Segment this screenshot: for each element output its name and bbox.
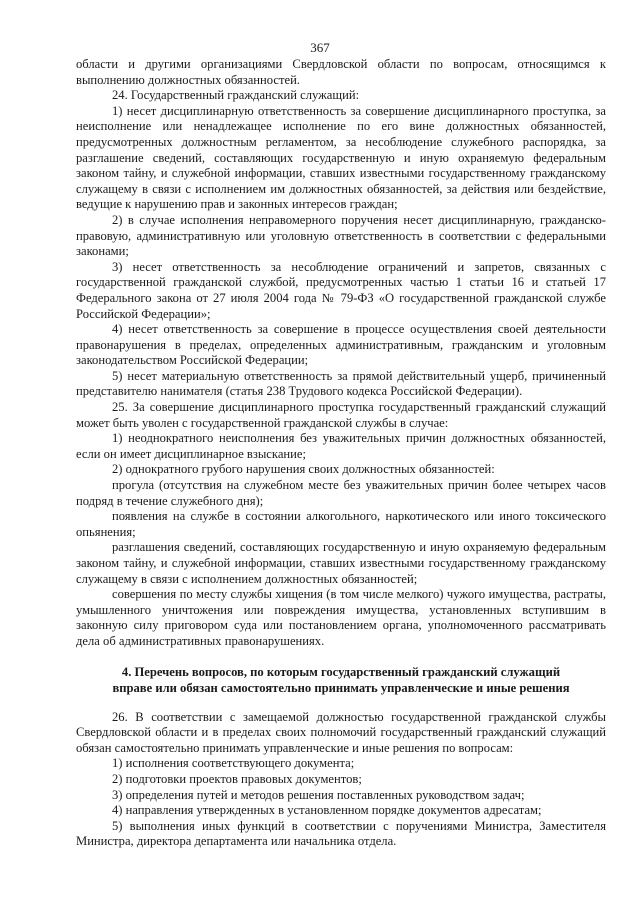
item-25-2-disclosure: разглашения сведений, составляющих государственную и иную охраняемую федеральным законом тайну, и служебной информации, ставших известными государственному гражданскому служащему в связи с исполнением должностных обязанностей; (76, 540, 606, 586)
item-24-3: 3) несет ответственность за несоблюдение ограничений и запретов, связанных с государственной гражданской службой, предусмотренных частью 1 статьи 16 и статьей 17 Федерального закона от 27 июля 2004 года № 79-ФЗ «О государственной гражданской службе Российской Федерации»; (76, 259, 606, 321)
item-24-1: 1) несет дисциплинарную ответственность за совершение дисциплинарного проступка, за неисполнение или ненадлежащее исполнение по его вине должностных обязанностей, предусмотренных должностным регламентом, за несоблюдение служебного распорядка, за разглашение сведений, составляющих государственную и иную охраняемую федеральным законом тайну, и служебной информации, ставших известными государственному гражданскому служащему в связи с исполнением им должностных обязанностей, за действия или бездействие, ведущие к нарушению прав и законных интересов граждан; (76, 103, 606, 212)
item-26-5: 5) выполнения иных функций в соответствии с поручениями Министра, Заместителя Министра, директора департамента или начальника отдела. (76, 818, 606, 849)
paragraph-intro: области и другими организациями Свердловской области по вопросам, относящимся к выполнению должностных обязанностей. (76, 57, 606, 87)
item-26-3: 3) определения путей и методов решения поставленных руководством задач; (112, 787, 525, 802)
item-24-title: 24. Государственный гражданский служащий: (112, 88, 360, 103)
item-25-1: 1) неоднократного неисполнения без уважительных причин должностных обязанностей, если он имеет дисциплинарное взыскание; (76, 431, 606, 461)
item-25-2: 2) однократного грубого нарушения своих должностных обязанностей: (112, 462, 495, 477)
item-25-title: 25. За совершение дисциплинарного проступка государственный гражданский служащий может быть уволен с государственной гражданской службы в случае: (76, 400, 606, 430)
section-4-heading-line-2: вправе или обязан самостоятельно принимать управленческие и иные решения (112, 680, 570, 695)
item-24-4: 4) несет ответственность за совершение в процессе осуществления своей деятельности правонарушения в пределах, определенных административным, гражданским и уголовным законодательством Российской Федерации; (76, 322, 606, 368)
section-4-heading-line-1: 4. Перечень вопросов, по которым государственный гражданский служащий (121, 664, 561, 679)
item-26-4: 4) направления утвержденных в установленном порядке документов адресатам; (112, 803, 542, 818)
item-25-2-intoxication: появления на службе в состоянии алкогольного, наркотического или иного токсического опьянения; (76, 509, 606, 539)
page-number: 367 (310, 40, 330, 55)
section-4-heading (76, 664, 606, 696)
item-26-title: 26. В соответствии с замещаемой должностью государственной гражданской службы Свердловской области и в пределах своих полномочий государственный гражданский служащий обязан самостоятельно принимать управленческие и иные решения по вопросам: (76, 709, 606, 755)
item-24-2: 2) в случае исполнения неправомерного поручения несет дисциплинарную, гражданско-правовую, административную или уголовную ответственность в соответствии с федеральными законами; (76, 212, 606, 259)
item-25-2-theft: совершения по месту службы хищения (в том числе мелкого) чужого имущества, растраты, умышленного уничтожения или повреждения имущества, установленных вступившим в законную силу приговором суда или постановлением органа, уполномоченного рассматривать дела об административных правонарушениях. (76, 587, 606, 648)
item-26-1: 1) исполнения соответствующего документа; (112, 756, 355, 771)
item-25-2-absence: прогула (отсутствия на служебном месте без уважительных причин более четырех часов подряд в течение служебного дня); (76, 478, 606, 508)
item-26-2: 2) подготовки проектов правовых документов; (112, 771, 362, 786)
document-body (76, 57, 606, 850)
item-24-5: 5) несет материальную ответственность за прямой действительный ущерб, причиненный представителю нанимателя (статья 238 Трудового кодекса Российской Федерации). (76, 368, 606, 399)
